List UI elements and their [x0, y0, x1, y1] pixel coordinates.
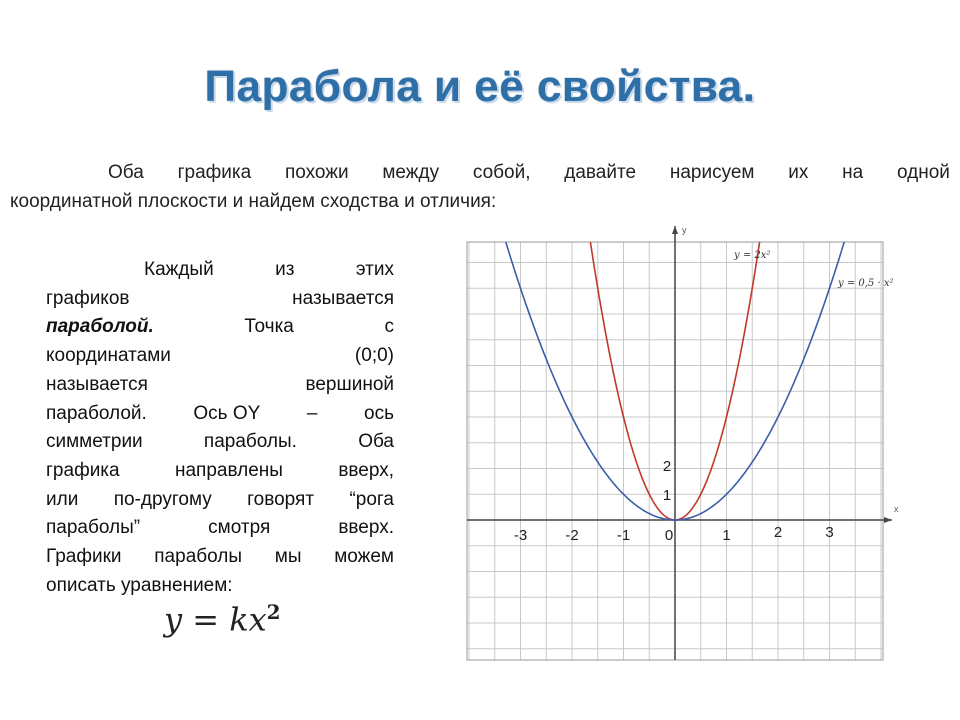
text-word: можем — [334, 546, 394, 568]
text-word: параболой. — [46, 316, 154, 338]
text-word: “рога — [349, 488, 394, 510]
intro-word: между — [382, 162, 440, 183]
series-label-05x2: y = 0,5 · x² — [838, 278, 894, 289]
text-word: вверх. — [338, 517, 394, 539]
intro-word: Оба — [108, 162, 144, 183]
y-axis-arrow — [672, 226, 678, 234]
text-word: ось — [364, 402, 394, 424]
x-axis-arrow — [884, 517, 892, 523]
text-word: по-другому — [113, 488, 212, 510]
text-word: с — [384, 316, 394, 338]
text-word: вершиной — [305, 373, 394, 395]
y-axis-label: y — [682, 225, 687, 235]
text-word: Ось OY — [193, 402, 261, 424]
x-tick-label: 2 — [773, 524, 783, 541]
x-tick-label: -1 — [616, 527, 631, 544]
text-word: вверх, — [338, 459, 394, 481]
intro-word: собой, — [472, 162, 531, 183]
text-word: Графики — [46, 546, 122, 568]
text-word: симметрии — [46, 431, 143, 453]
text-word: координатами — [46, 345, 171, 367]
formula-text: y = kx — [164, 600, 267, 639]
intro-word: одной — [897, 162, 950, 183]
text-word: называется — [46, 373, 148, 395]
text-word: описать уравнением: — [46, 574, 233, 596]
text-word: Точка — [244, 316, 294, 338]
text-word: направлены — [174, 459, 283, 481]
text-word: параболы. — [203, 431, 297, 453]
text-word: смотря — [208, 517, 271, 539]
text-word: называется — [292, 287, 394, 309]
intro-word: графика — [177, 162, 252, 183]
intro-word: нарисуем — [669, 162, 755, 183]
y-tick-label: 1 — [662, 487, 672, 504]
series-label-2x2: y = 2x² — [734, 250, 771, 261]
text-word: параболы — [154, 546, 243, 568]
intro-word: их — [788, 162, 809, 183]
intro-line-2: координатной плоскости и найдем сходства и отличия: — [10, 191, 497, 212]
intro-word: давайте — [564, 162, 637, 183]
formula-power: 2 — [266, 600, 281, 624]
y-tick-label: 2 — [662, 458, 672, 475]
text-word: параболой. — [46, 402, 147, 424]
text-word: мы — [274, 546, 302, 568]
text-word: говорят — [247, 488, 315, 510]
x-tick-label: -3 — [513, 527, 528, 544]
x-tick-label: 1 — [722, 527, 731, 544]
x-tick-label: -2 — [565, 527, 579, 544]
x-tick-label: 3 — [825, 524, 834, 541]
text-word: Оба — [358, 431, 394, 453]
text-word: – — [306, 402, 318, 424]
text-word: (0;0) — [354, 345, 394, 367]
intro-word: на — [842, 162, 864, 183]
text-word: Каждый — [144, 259, 214, 280]
x-axis-label: x — [894, 504, 899, 514]
x-tick-label: 0 — [664, 527, 674, 544]
text-word: параболы” — [46, 517, 141, 539]
text-word: или — [46, 488, 79, 510]
intro-word: похожи — [284, 162, 349, 183]
text-word: графиков — [46, 287, 130, 309]
text-word: из — [275, 259, 295, 280]
text-word: графика — [46, 459, 120, 481]
page-title: Парабола и её свойства. — [204, 62, 756, 111]
text-word: этих — [355, 259, 394, 280]
